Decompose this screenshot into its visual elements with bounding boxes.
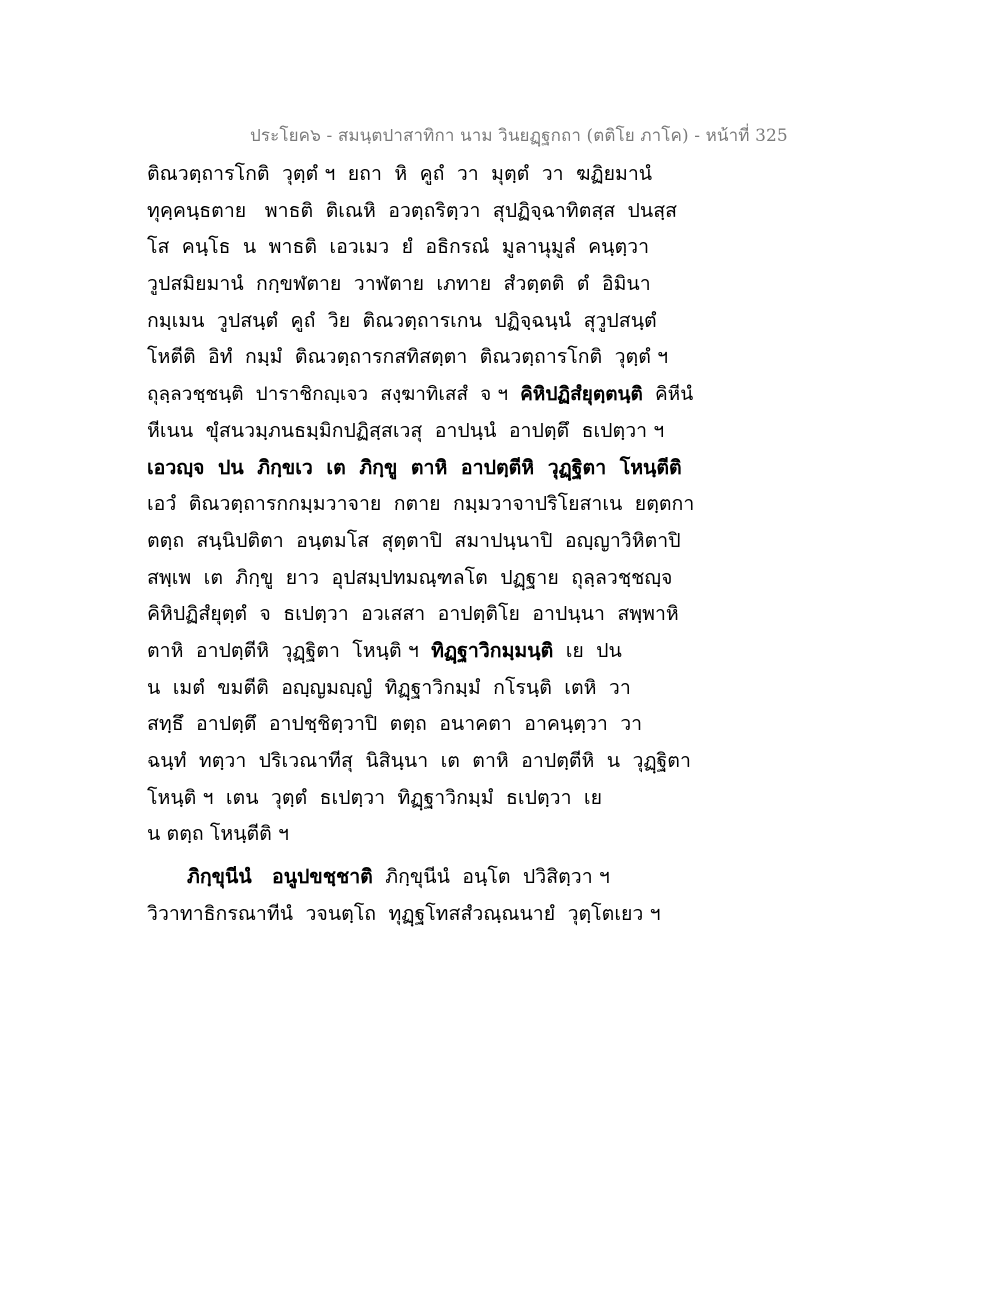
- page-header: ประโยค๖ - สมนฺตปาสาทิกา นาม วินยฏฺฐกถา (ตติโย ภาโค) - หน้าที่ 325: [250, 126, 788, 146]
- text-segment: คิหีนํ: [642, 383, 694, 406]
- text-segment: โหตีติ อิทํ กมฺมํ ติณวตฺถารกสทิสตฺตา ติณวตฺถารโกติ วุตฺตํ ฯ: [147, 345, 669, 369]
- bold-term: เอวญฺจ ปน ภิกฺขเว เต ภิกฺขู ตาหิ อาปตฺตีหิ วุฏฺฐิตา โหนฺตีติ: [147, 455, 682, 479]
- text-line: [147, 859, 707, 896]
- text-line: [147, 193, 707, 230]
- text-line: [147, 156, 707, 193]
- bold-term: คิหิปฏิสํยุตฺตนฺติ: [520, 383, 643, 406]
- text-segment: โส คนฺโธ น พาธติ เอวเมว ยํ อธิกรณํ มูลานุมูลํ คนฺตฺวา: [147, 235, 650, 259]
- text-segment: ทุคฺคนฺธตาย พาธติ ติเณหิ อวตฺถริตฺวา สุปฏิจฺฉาทิตสฺส ปนสฺส: [147, 198, 678, 222]
- body-text: [147, 156, 707, 932]
- text-segment: ถุลฺลวชฺชนฺติ ปาราชิกญฺเจว สงฺฆาทิเสสํ จ ฯ: [147, 383, 521, 406]
- text-segment: คิหิปฏิสํยุตฺตํ จ ธเปตฺวา อวเสสา อาปตฺติโย อาปนฺนา สพฺพาหิ: [147, 602, 679, 626]
- text-segment: กมฺเมน วูปสนฺตํ คูถํ วิย ติณวตฺถารเกน ปฏิจฺฉนฺนํ สุวูปสนฺตํ: [147, 308, 657, 332]
- text-line: [147, 303, 707, 340]
- text-line: [147, 523, 707, 560]
- text-line: [147, 670, 707, 707]
- text-line: [147, 896, 707, 933]
- text-line: [147, 413, 707, 450]
- text-segment: ตตฺถ สนฺนิปติตา อนฺตมโส สุตฺตาปิ สมาปนฺนาปิ อญฺญาวิหิตาปิ: [147, 528, 681, 552]
- text-segment: เอวํ ติณวตฺถารกกมฺมวาจาย กตาย กมฺมวาจาปริโยสาเน ยตฺตกา: [147, 492, 695, 516]
- text-segment: น ตตฺถ โหนฺตีติ ฯ: [147, 822, 289, 846]
- text-segment: ติณวตฺถารโกติ วุตฺตํ ฯ ยถา หิ คูถํ วา มุตฺตํ วา ฆฏิยมานํ: [147, 162, 653, 185]
- text-line: [147, 596, 707, 633]
- text-segment: สพฺเพ เต ภิกฺขู ยาว อุปสมฺปทมณฺฑลโต ปฏฺฐาย ถุลฺลวชฺชญฺจ: [147, 565, 673, 589]
- text-line: [147, 266, 707, 303]
- text-line: [147, 376, 707, 413]
- bold-term: ภิกฺขุนีนํ อนูปขชฺชาติ: [187, 865, 373, 889]
- text-segment: สทฺธึ อาปตฺตึ อาปชฺชิตฺวาปิ ตตฺถ อนาคตา อาคนฺตฺวา วา: [147, 712, 643, 736]
- text-line: [147, 706, 707, 743]
- text-segment: น เมตํ ขมตีติ อญฺญมญฺญํ ทิฏฺฐาวิกมฺมํ กโรนฺติ เตหิ วา: [147, 675, 631, 699]
- text-segment: ตาหิ อาปตฺตีหิ วุฏฺฐิตา โหนฺติ ฯ: [147, 638, 432, 662]
- text-line: [147, 339, 707, 376]
- text-line: [147, 780, 707, 817]
- text-segment: ฉนฺทํ ทตฺวา ปริเวณาทีสุ นิสินฺนา เต ตาหิ อาปตฺตีหิ น วุฏฺฐิตา: [147, 749, 691, 772]
- text-line: [147, 816, 707, 853]
- text-line: [147, 229, 707, 266]
- text-line: [147, 450, 707, 487]
- text-segment: หีเนน ขุํสนวมฺภนธมฺมิกปฏิสฺสเวสุ อาปนฺนํ อาปตฺตึ ธเปตฺวา ฯ: [147, 418, 665, 442]
- text-line: [147, 633, 707, 670]
- text-line: [147, 743, 707, 780]
- text-segment: โหนฺติ ฯ เตน วุตฺตํ ธเปตฺวา ทิฏฺฐาวิกมฺมํ ธเปตฺวา เย: [147, 785, 603, 809]
- text-line: [147, 560, 707, 597]
- text-segment: เย ปน: [553, 638, 622, 662]
- bold-term: ทิฏฺฐาวิกมฺมนฺติ: [431, 638, 554, 662]
- text-line: [147, 486, 707, 523]
- text-segment: วิวาทาธิกรณาทีนํ วจนตฺโถ ทุฏฺฐโทสสํวณฺณนายํ วุตฺโตเยว ฯ: [147, 901, 661, 925]
- text-segment: วูปสมิยมานํ กกฺขฬตาย วาฬตาย เภทาย สํวตฺตติ ตํ อิมินา: [147, 272, 651, 296]
- text-segment: ภิกฺขุนีนํ อนฺโต ปวิสิตฺวา ฯ: [372, 865, 610, 889]
